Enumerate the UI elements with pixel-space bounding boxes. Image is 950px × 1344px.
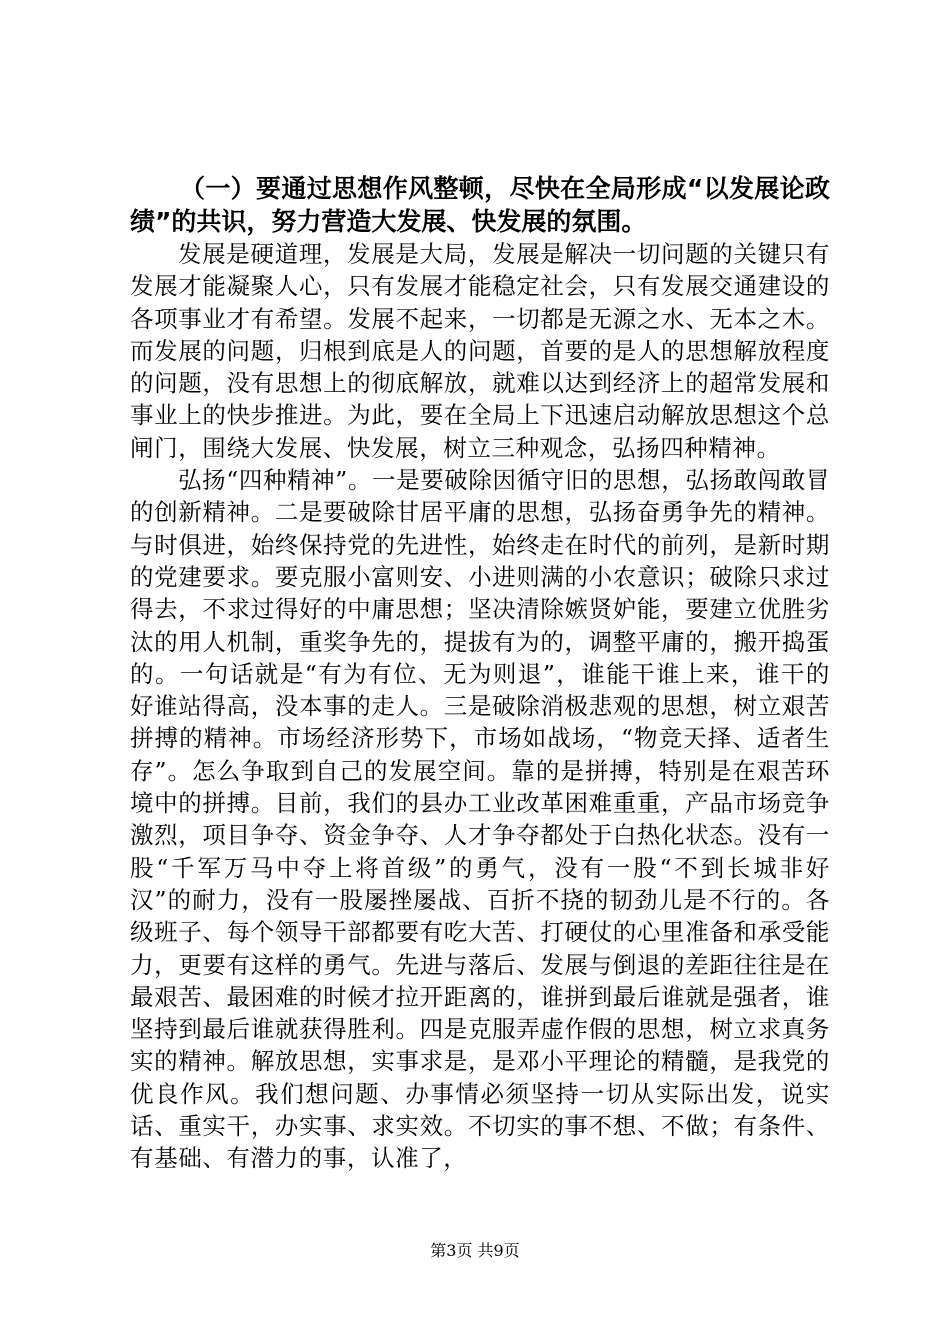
paragraph-four-spirits: 弘扬“四种精神”。一是要破除因循守旧的思想，弘扬敢闯敢冒的创新精神。二是要破除甘居平庸的思想，弘扬奋勇争先的精神。与时俱进，始终保持党的先进性，始终走在时代的前列，是新时期的党建要求。要克服小富则安、小进则满的小农意识；破除只求过得去，不求过得好的中庸思想；坚决清除嫉贤妒能，要建立优胜劣汰的用人机制，重奖争先的，提拔有为的，调整平庸的，搬开捣蛋的。一句话就是“有为有位、无为则退”，谁能干谁上来，谁干的好谁站得高，没本事的走人。三是破除消极悲观的思想，树立艰苦拼搏的精神。市场经济形势下，市场如战场，“物竞天择、适者生存”。怎么争取到自己的发展空间。靠的是拼搏，特别是在艰苦环境中的拼搏。目前，我们的县办工业改革困难重重，产品市场竞争激烈，项目争夺、资金争夺、人才争夺都处于白热化状态。没有一股“千军万马中夺上将首级”的勇气，没有一股“不到长城非好汉”的耐力，没有一股屡挫屡战、百折不挠的韧劲儿是不行的。各级班子、每个领导干部都要有吃大苦、打硬仗的心里准备和承受能力，更要有这样的勇气。先进与落后、发展与倒退的差距往往是在最艰苦、最困难的时候才拉开距离的，谁拼到最后谁就是强者，谁坚持到最后谁就获得胜利。四是克服弄虚作假的思想，树立求真务实的精神。解放思想，实事求是，是邓小平理论的精髓，是我党的优良作风。我们想问题、办事情必须坚持一切从实际出发，说实话、重实干，办实事、求实效。不切实的事不想、不做；有条件、有基础、有潜力的事，认准了， [130, 466, 830, 1173]
paragraph-development: 发展是硬道理，发展是大局，发展是解决一切问题的关键只有发展才能凝聚人心，只有发展才能稳定社会，只有发展交通建设的各项事业才有希望。发展不起来，一切都是无源之水、无本之木。而发展的问题，归根到底是人的问题，首要的是人的思想解放程度的问题，没有思想上的彻底解放，就难以达到经济上的超常发展和事业上的快步推进。为此，要在全局上下迅速启动解放思想这个总闸门，围绕大发展、快发展，树立三种观念，弘扬四种精神。 [130, 240, 830, 462]
page-footer: 第3页 共9页 [430, 1241, 520, 1260]
section-heading: （一）要通过思想作风整顿，尽快在全局形成“以发展论政绩”的共识，努力营造大发展、快发展的氛围。 [130, 174, 830, 236]
document-body [130, 172, 830, 1175]
